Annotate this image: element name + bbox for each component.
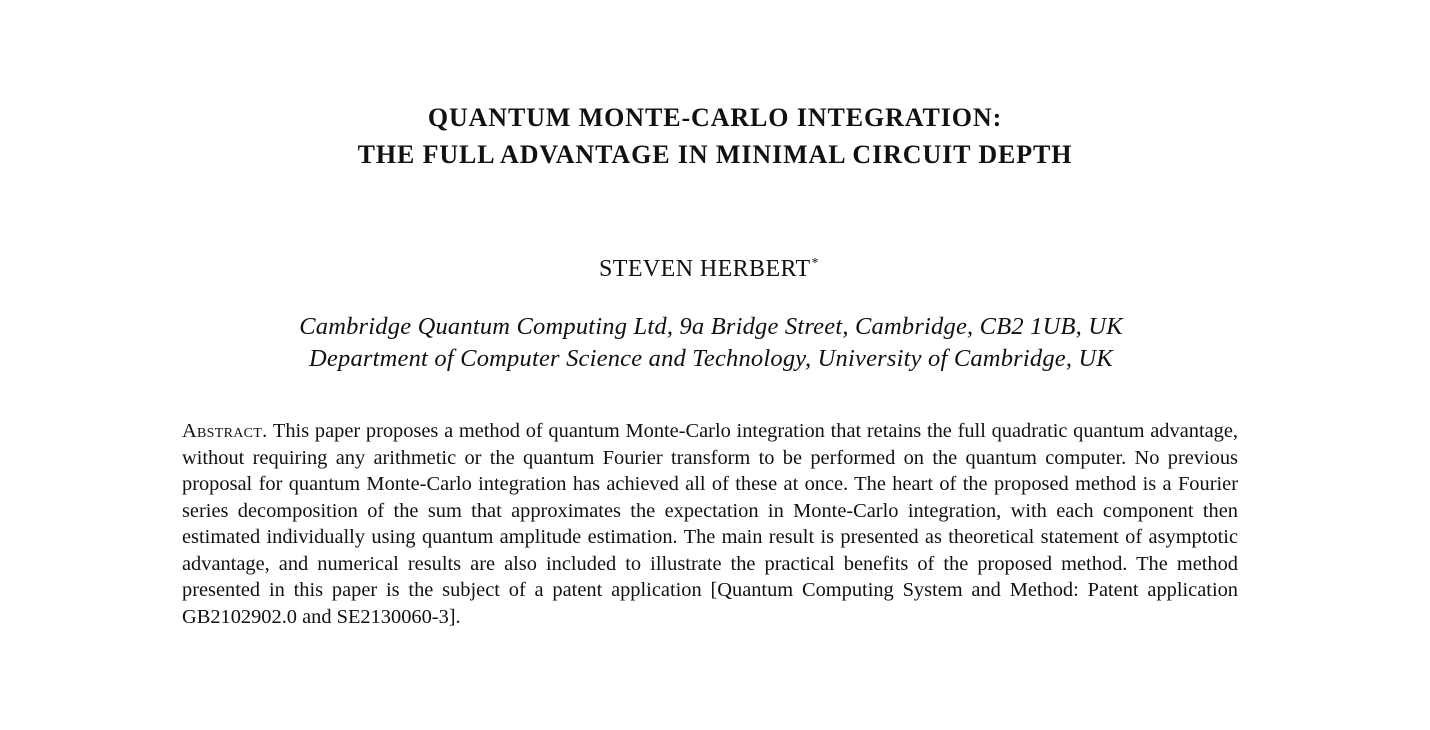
affiliation-1: Cambridge Quantum Computing Ltd, 9a Bridge Street, Cambridge, CB2 1UB, UK <box>299 313 1123 340</box>
paper-title <box>0 99 1430 173</box>
title-line-1: QUANTUM MONTE-CARLO INTEGRATION: <box>427 103 1003 132</box>
author-footnote-mark: * <box>811 256 819 271</box>
abstract-label: Abstract. <box>182 420 268 442</box>
author-block <box>0 256 1418 283</box>
abstract <box>182 418 1238 630</box>
affiliations <box>0 311 1422 375</box>
affiliation-2: Department of Computer Science and Technology, University of Cambridge, UK <box>309 345 1113 372</box>
title-line-2: THE FULL ADVANTAGE IN MINIMAL CIRCUIT DEPTH <box>357 140 1073 169</box>
abstract-text: This paper proposes a method of quantum Monte-Carlo integration that retains the full quadratic quantum advantage, without requiring any arithmetic or the quantum Fourier transform to be performed on the quantum computer. No previous proposal for quantum Monte-Carlo integration has achieved all of these at once. The heart of the proposed method is a Fourier series decomposition of the sum that approximates the expectation in Monte-Carlo integration, with each component then estimated individually using quantum amplitude estimation. The main result is presented as theoretical statement of asymptotic advantage, and numerical results are also included to illustrate the practical benefits of the proposed method. The method presented in this paper is the subject of a patent application [Quantum Computing System and Method: Patent application GB2102902.0 and SE2130060-3]. <box>182 420 1238 628</box>
author-name: STEVEN HERBERT <box>599 256 811 282</box>
